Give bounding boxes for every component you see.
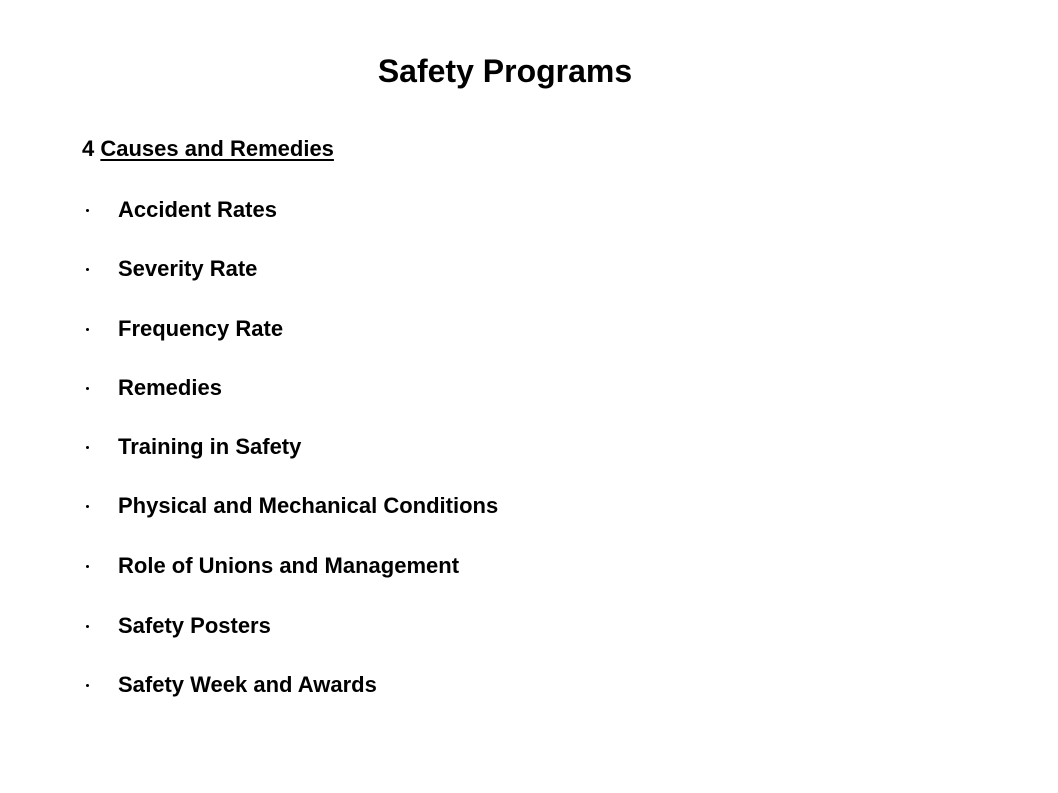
bullet-item [82, 432, 782, 462]
bullet-dot-icon [86, 387, 89, 390]
bullet-text: Severity Rate [118, 256, 258, 281]
bullet-item [82, 373, 782, 403]
bullet-item [82, 314, 782, 344]
section-heading [82, 135, 334, 163]
bullet-text: Remedies [118, 375, 222, 400]
bullet-dot-icon [86, 684, 89, 687]
bullet-item [82, 491, 782, 521]
bullet-dot-icon [86, 625, 89, 628]
bullet-text: Frequency Rate [118, 316, 284, 341]
bullet-text: Accident Rates [118, 197, 277, 222]
section-number: 4 [82, 136, 95, 161]
slide-title: Safety Programs [377, 53, 633, 89]
bullet-item [82, 670, 782, 700]
bullet-dot-icon [86, 209, 89, 212]
bullet-text: Safety Posters [118, 613, 271, 638]
bullet-dot-icon [86, 446, 89, 449]
bullet-item [82, 611, 782, 641]
bullet-text: Physical and Mechanical Conditions [118, 493, 499, 518]
bullet-dot-icon [86, 565, 89, 568]
bullet-text: Role of Unions and Management [118, 553, 460, 578]
bullet-text: Safety Week and Awards [118, 672, 377, 697]
bullet-dot-icon [86, 328, 89, 331]
bullet-item [82, 254, 782, 284]
bullet-text: Training in Safety [118, 434, 302, 459]
bullet-item [82, 551, 782, 581]
bullet-item [82, 195, 782, 225]
section-title: Causes and Remedies [100, 136, 334, 161]
bullet-dot-icon [86, 505, 89, 508]
bullet-dot-icon [86, 268, 89, 271]
